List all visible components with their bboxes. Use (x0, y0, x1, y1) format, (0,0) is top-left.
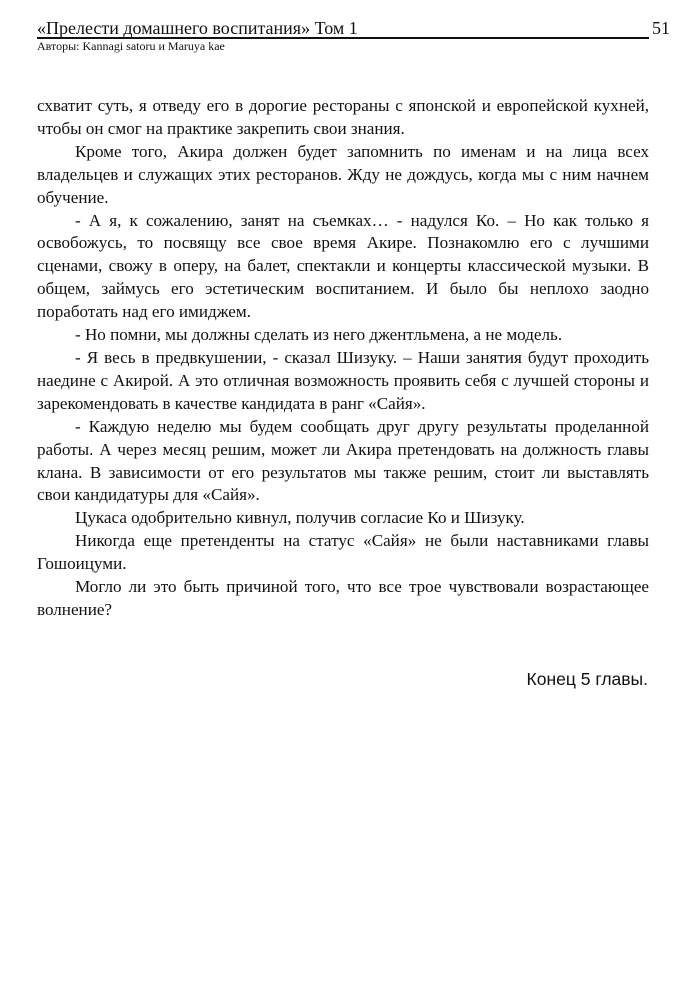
chapter-end-note: Конец 5 главы. (526, 669, 648, 689)
authors-line: Авторы: Kannagi satoru и Maruya kae (37, 39, 225, 53)
paragraph: Цукаса одобрительно кивнул, получив согласие Ко и Шизуку. (75, 508, 525, 528)
paragraph: - А я, к сожалению, занят на съемках… - надулся Ко. – Но как только я освобожусь, то посвящу все свое время Акире. Познакомлю его с лучшими сценами, свожу в оперу, на балет, спектакли и концерты классической музыки. В общем, займусь его эстетическим воспитанием. И было бы неплохо заодно поработать над его имиджем. (37, 210, 649, 322)
page-body (37, 95, 649, 622)
paragraph: - Но помни, мы должны сделать из него джентльмена, а не модель. (75, 325, 563, 345)
paragraph: - Я весь в предвкушении, - сказал Шизуку. – Наши занятия будут проходить наедине с Акирой. А это отличная возможность проявить себя с лучшей стороны и зарекомендовать в качестве кандидата в ранг «Сайя». (37, 347, 649, 413)
paragraph: схватит суть, я отведу его в дорогие рестораны с японской и европейской кухней, чтобы он смог на практике закрепить свои знания. (37, 96, 649, 138)
paragraph: Никогда еще претенденты на статус «Сайя» не были наставниками главы Гошоицуми. (37, 531, 649, 574)
running-header (37, 18, 649, 53)
book-title: «Прелести домашнего воспитания» Том 1 (37, 18, 358, 38)
header-divider (37, 37, 649, 39)
page-number: 51 (652, 18, 670, 38)
paragraph: Могло ли это быть причиной того, что все трое чувствовали возрастающее волнение? (37, 577, 649, 619)
paragraph: Кроме того, Акира должен будет запомнить по именам и на лица всех владельцев и служащих этих ресторанов. Жду не дождусь, когда мы с ним начнем обучение. (37, 141, 649, 207)
paragraph: - Каждую неделю мы будем сообщать друг другу результаты проделанной работы. А через месяц решим, может ли Акира претендовать на должность главы клана. В зависимости от его результатов мы также решим, стоит ли выставлять свои кандидатуры для «Сайя». (37, 416, 649, 505)
